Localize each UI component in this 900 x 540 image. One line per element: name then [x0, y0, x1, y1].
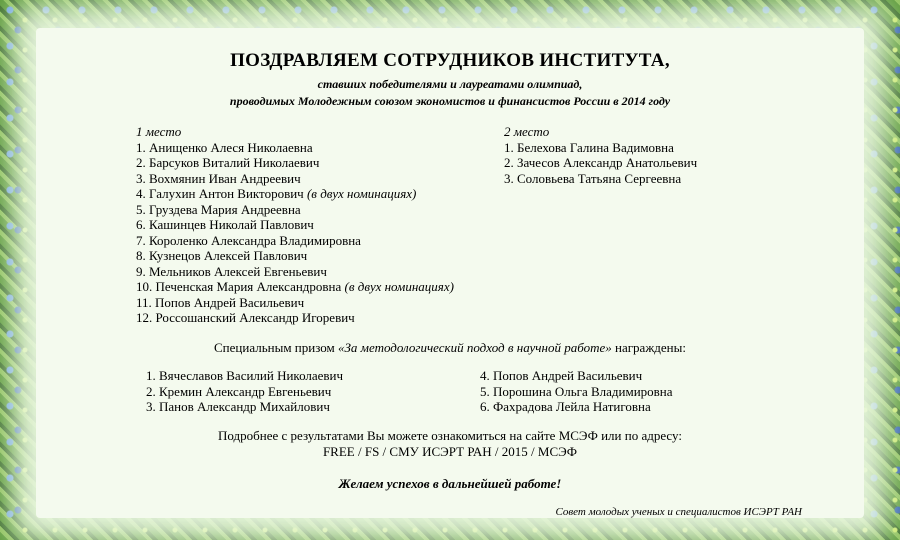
list-item: 1. Белехова Галина Вадимовна	[504, 139, 674, 155]
winner-name: 9. Мельников Алексей Евгеньевич	[136, 263, 327, 279]
second-place-list	[504, 140, 697, 187]
winner-name: 7. Короленко Александра Владимировна	[136, 232, 361, 248]
first-place-list	[136, 140, 454, 326]
list-item: 2. Кремин Александр Евгеньевич	[146, 383, 332, 399]
winners-section	[70, 124, 830, 324]
list-item	[136, 248, 454, 264]
winner-name: 12. Россошанский Александр Игоревич	[136, 310, 355, 325]
list-item: 5. Порошина Ольга Владимировна	[480, 383, 673, 399]
winner-name: 5. Груздева Мария Андреевна	[136, 201, 301, 217]
more-info-path: FREE / FS / СМУ ИСЭРТ РАН / 2015 / МСЭФ	[322, 444, 578, 459]
list-item	[136, 264, 454, 280]
first-place-heading: 1 место	[136, 124, 182, 139]
winner-name: 3. Вохмянин Иван Андреевич	[136, 170, 301, 186]
winner-name: 6. Кашинцев Николай Павлович	[136, 217, 314, 232]
list-item	[136, 217, 454, 233]
list-item: 3. Панов Александр Михайлович	[146, 399, 330, 414]
signature: Совет молодых ученых и специалистов ИСЭРТ РАН	[555, 506, 802, 518]
nomination-note: (в двух номинациях)	[306, 186, 417, 201]
special-prize-line	[70, 340, 830, 356]
special-list-column-2	[480, 368, 673, 415]
list-item	[136, 155, 454, 171]
special-suffix: награждены:	[614, 340, 686, 355]
nomination-note: (в двух номинациях)	[344, 279, 454, 294]
second-place-heading: 2 место	[504, 124, 550, 139]
winner-name: 2. Барсуков Виталий Николаевич	[136, 155, 320, 170]
more-info-line-1: Подробнее с результатами Вы можете ознакомиться на сайте МСЭФ или по адресу:	[218, 428, 682, 443]
subtitle-line-2: проводимых Молодежным союзом экономистов и финансистов России в 2014 году	[229, 94, 671, 108]
list-item	[136, 140, 454, 156]
more-info	[70, 428, 830, 460]
list-item: 3. Соловьева Татьяна Сергеевна	[504, 170, 682, 186]
list-item	[136, 233, 454, 249]
list-item	[136, 171, 454, 187]
special-list-column-1	[146, 368, 343, 415]
announcement	[70, 44, 830, 518]
list-item: 2. Зачесов Александр Анатольевич	[504, 155, 698, 170]
closing-wish: Желаем успехов в дальнейшей работе!	[338, 476, 562, 491]
special-prize-name: «За методологический подход в научной работе»	[338, 340, 612, 355]
second-place-column	[504, 124, 697, 186]
page-title: ПОЗДРАВЛЯЕМ СОТРУДНИКОВ ИНСТИТУТА,	[230, 50, 670, 71]
first-place-column	[136, 124, 454, 326]
special-prize-winners	[70, 368, 830, 418]
list-item	[136, 279, 454, 295]
list-item: 6. Фахрадова Лейла Натиговна	[480, 399, 651, 414]
list-item: 1. Вячеславов Василий Николаевич	[146, 368, 344, 383]
winner-name: 8. Кузнецов Алексей Павлович	[136, 248, 308, 263]
winner-name: 1. Анищенко Алеся Николаевна	[136, 139, 313, 155]
special-prefix: Специальным призом	[214, 340, 335, 355]
list-item	[136, 186, 454, 202]
list-item: 4. Попов Андрей Васильевич	[480, 368, 643, 383]
winner-name: 10. Печенская Мария Александровна	[136, 279, 342, 294]
list-item	[136, 310, 454, 326]
winner-name: 4. Галухин Антон Викторович	[136, 186, 304, 201]
winner-name: 11. Попов Андрей Васильевич	[136, 294, 305, 310]
list-item	[136, 295, 454, 311]
list-item	[136, 202, 454, 218]
subtitle-line-1: ставших победителями и лауреатами олимпиад,	[317, 77, 583, 91]
